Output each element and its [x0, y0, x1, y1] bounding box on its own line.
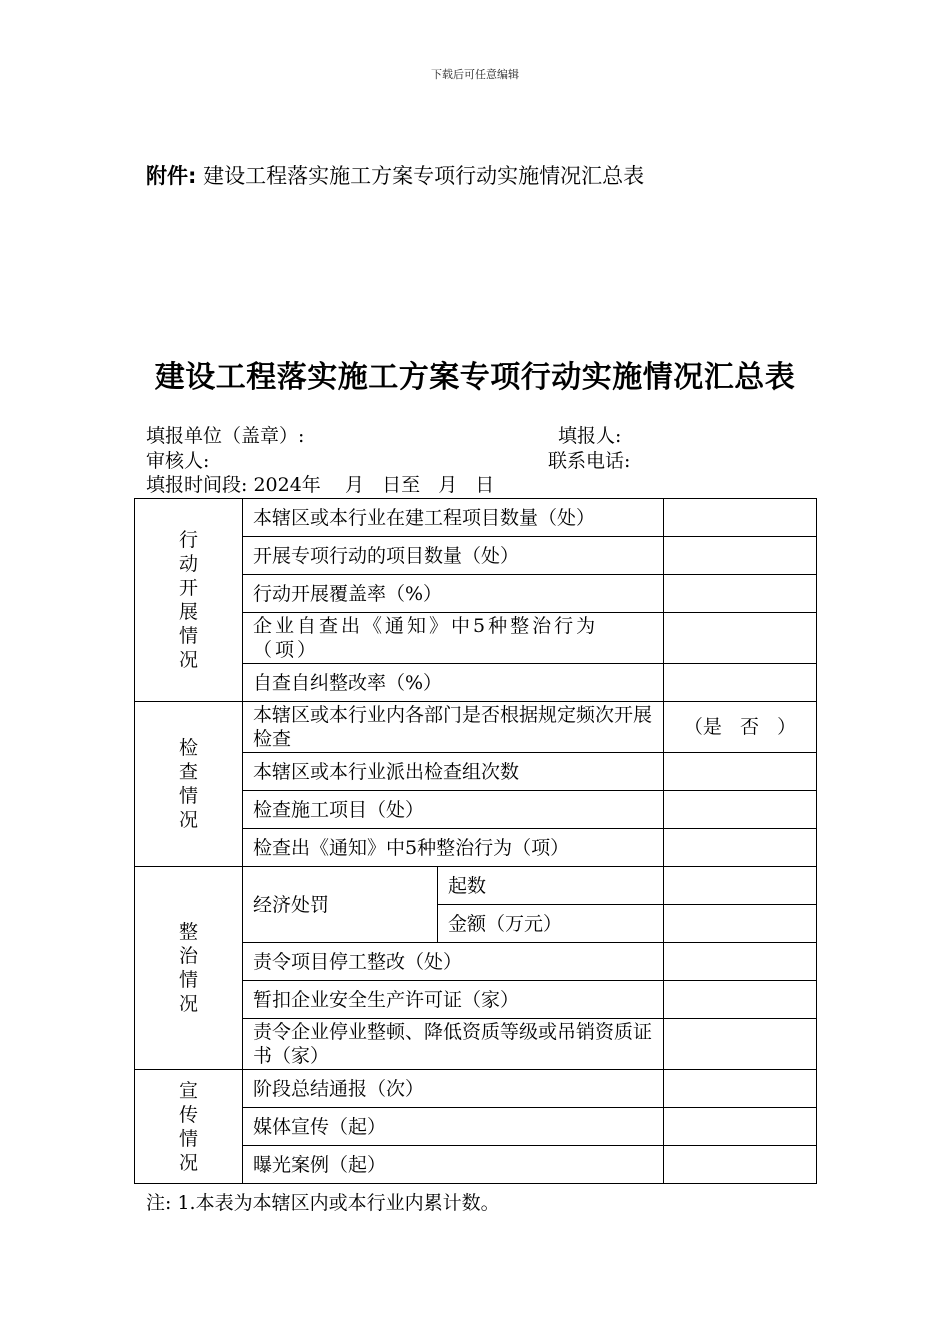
- sub-item-cell: 金额（万元）: [438, 905, 664, 943]
- value-cell[interactable]: [664, 943, 817, 981]
- category-cell: 宣传情况: [135, 1070, 243, 1184]
- field-reporter: 填报人:: [558, 425, 622, 447]
- item-cell: 阶段总结通报（次）: [243, 1070, 664, 1108]
- summary-table: [134, 498, 817, 1184]
- item-cell: 责令项目停工整改（处）: [243, 943, 664, 981]
- item-cell: 责令企业停业整顿、降低资质等级或吊销资质证书（家）: [243, 1019, 664, 1070]
- page-header-note: 下载后可任意编辑: [431, 68, 519, 81]
- value-cell[interactable]: [664, 1070, 817, 1108]
- table-row: [135, 499, 817, 537]
- attachment-line: [146, 160, 644, 190]
- item-cell: 开展专项行动的项目数量（处）: [243, 537, 664, 575]
- table-row: [135, 702, 817, 753]
- yes-no-cell[interactable]: （是 否 ）: [664, 702, 817, 753]
- item-cell: 检查出《通知》中5种整治行为（项）: [243, 829, 664, 867]
- category-cell: 行动开展情况: [135, 499, 243, 702]
- sub-item-cell: 起数: [438, 867, 664, 905]
- item-cell: 本辖区或本行业在建工程项目数量（处）: [243, 499, 664, 537]
- category-cell: 整治情况: [135, 867, 243, 1070]
- item-cell: 企业自查出《通知》中5种整治行为（项）: [243, 613, 664, 664]
- value-cell[interactable]: [664, 499, 817, 537]
- item-cell: 本辖区或本行业内各部门是否根据规定频次开展检查: [243, 702, 664, 753]
- value-cell[interactable]: [664, 537, 817, 575]
- attachment-label: 附件:: [146, 164, 197, 188]
- value-cell[interactable]: [664, 867, 817, 905]
- table-row: [135, 1070, 817, 1108]
- value-cell[interactable]: [664, 664, 817, 702]
- field-unit: 填报单位（盖章）:: [146, 425, 305, 447]
- value-cell[interactable]: [664, 1019, 817, 1070]
- item-cell: 曝光案例（起）: [243, 1146, 664, 1184]
- table-row: [135, 867, 817, 905]
- penalty-label-cell: 经济处罚: [243, 867, 438, 943]
- item-cell: 本辖区或本行业派出检查组次数: [243, 753, 664, 791]
- value-cell[interactable]: [664, 905, 817, 943]
- document-title: 建设工程落实施工方案专项行动实施情况汇总表: [154, 360, 796, 395]
- field-period: 填报时间段: 2024年 月 日至 月 日: [146, 474, 495, 496]
- value-cell[interactable]: [664, 613, 817, 664]
- attachment-text: 建设工程落实施工方案专项行动实施情况汇总表: [203, 164, 645, 188]
- footnote: 注: 1.本表为本辖区内或本行业内累计数。: [146, 1192, 500, 1214]
- item-cell: 媒体宣传（起）: [243, 1108, 664, 1146]
- value-cell[interactable]: [664, 575, 817, 613]
- value-cell[interactable]: [664, 829, 817, 867]
- item-cell: 自查自纠整改率（%）: [243, 664, 664, 702]
- item-cell: 暂扣企业安全生产许可证（家）: [243, 981, 664, 1019]
- value-cell[interactable]: [664, 1146, 817, 1184]
- value-cell[interactable]: [664, 753, 817, 791]
- value-cell[interactable]: [664, 981, 817, 1019]
- value-cell[interactable]: [664, 791, 817, 829]
- category-cell: 检查情况: [135, 702, 243, 867]
- value-cell[interactable]: [664, 1108, 817, 1146]
- item-cell: 检查施工项目（处）: [243, 791, 664, 829]
- field-phone: 联系电话:: [548, 450, 631, 472]
- item-cell: 行动开展覆盖率（%）: [243, 575, 664, 613]
- field-reviewer: 审核人:: [146, 450, 210, 472]
